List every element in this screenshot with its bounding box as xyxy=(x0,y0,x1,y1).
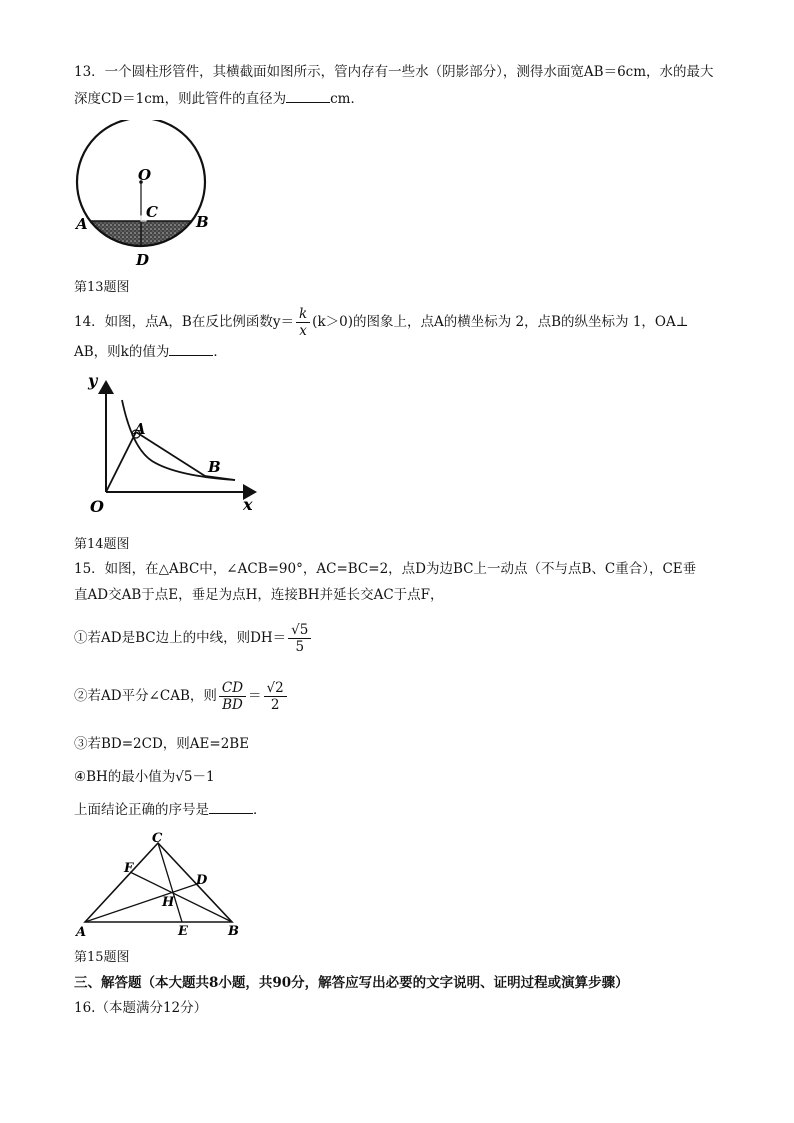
q13-label-o: O xyxy=(138,166,152,184)
q15-s2-rnum: √2 xyxy=(264,680,287,697)
q14-text-line2-b: ． xyxy=(213,344,227,360)
q13-label-c: C xyxy=(146,203,158,221)
q15-label-h: H xyxy=(162,895,175,910)
q15-question xyxy=(74,800,267,820)
q14-label-a: A xyxy=(134,420,146,438)
q15-caption: 第15题图 xyxy=(74,950,130,965)
q14-label-y: y xyxy=(88,371,98,390)
section-3-title: 三、解答题（本大题共8小题，共90分，解答应写出必要的文字说明、证明过程或演算步骤） xyxy=(74,975,629,991)
q13-text-line1: 13．一个圆柱形管件，其横截面如图所示，管内存有一些水（阴影部分），测得水面宽AB＝6cm，水的最大 xyxy=(74,64,714,80)
q15-s2-rden: 2 xyxy=(270,697,280,713)
q13-label-d: D xyxy=(136,251,150,269)
q15-text-line1: 15．如图，在△ABC中，∠ACB=90°，AC=BC=2，点D为边BC上一动点（不与点B、C重合），CE垂 xyxy=(74,561,697,577)
q14-fraction-k-over-x xyxy=(296,306,310,339)
q15-label-d: D xyxy=(196,873,208,888)
q14-label-o: O xyxy=(90,497,104,516)
q15-figure xyxy=(70,828,250,940)
q15-statement-4: ④BH的最小值为√5－1 xyxy=(74,769,215,785)
q15-question-end: ． xyxy=(253,802,267,818)
q15-statement-2-right-fraction xyxy=(264,680,287,713)
q13-figure xyxy=(70,120,220,272)
q15-question-text: 上面结论正确的序号是 xyxy=(74,802,209,818)
q15-answer-blank xyxy=(209,801,253,814)
q14-text-line1 xyxy=(74,304,688,340)
q14-fraction-num: k xyxy=(296,306,310,323)
q15-label-e: E xyxy=(178,924,188,939)
q13-answer-blank xyxy=(286,90,330,103)
q13-text-line2-b: cm． xyxy=(330,91,364,107)
q15-segment-bf xyxy=(130,872,232,922)
q15-s2-lden: BD xyxy=(222,697,243,713)
q14-caption: 第14题图 xyxy=(74,537,130,552)
q15-statement-2-text: ②若AD平分∠CAB，则 xyxy=(74,688,217,704)
q13-caption: 第13题图 xyxy=(74,280,130,295)
q13-text-line2-a: 深度CD＝1cm，则此管件的直径为 xyxy=(74,91,287,107)
q15-triangle-abc xyxy=(85,843,232,922)
q15-s2-lnum: CD xyxy=(219,680,246,697)
q15-statement-1-text: ①若AD是BC边上的中线，则DH＝ xyxy=(74,630,287,646)
q14-fraction-den: x xyxy=(299,323,307,339)
q15-s2-equals: ＝ xyxy=(248,688,262,704)
q14-condition: (k＞0) xyxy=(312,314,353,330)
q15-label-c: C xyxy=(152,831,163,846)
q14-text-line1-a: 14．如图，点A，B在反比例函数y＝ xyxy=(74,314,294,330)
q14-text-line1-b: 的图象上，点A的横坐标为 2，点B的纵坐标为 1，OA⊥ xyxy=(352,314,689,330)
q13-label-b: B xyxy=(196,213,209,231)
q16-heading: 16.（本题满分12分） xyxy=(74,1000,208,1016)
q14-segment-oa xyxy=(106,432,136,492)
q13-text-line2 xyxy=(74,89,364,109)
q15-label-f: F xyxy=(124,861,134,876)
q15-statement-2-left-fraction xyxy=(219,680,246,713)
q13-label-a: A xyxy=(76,215,88,233)
q15-statement-2 xyxy=(74,676,289,716)
q15-s1-den: 5 xyxy=(295,639,305,655)
q15-statement-1 xyxy=(74,618,313,658)
q15-text-line2: 直AD交AB于点E，垂足为点H，连接BH并延长交AC于点F， xyxy=(74,587,444,603)
q15-label-a: A xyxy=(76,925,87,940)
q14-figure xyxy=(80,368,265,520)
q14-label-x: x xyxy=(243,495,253,514)
q14-label-b: B xyxy=(208,458,221,476)
q15-statement-1-fraction xyxy=(288,622,311,655)
q14-answer-blank xyxy=(169,343,213,356)
q14-text-line2-a: AB，则k的值为 xyxy=(74,344,170,360)
q14-text-line2 xyxy=(74,342,227,362)
q15-label-b: B xyxy=(228,924,239,939)
q15-statement-3: ③若BD=2CD，则AE=2BE xyxy=(74,736,250,752)
q15-s1-num: √5 xyxy=(288,622,311,639)
